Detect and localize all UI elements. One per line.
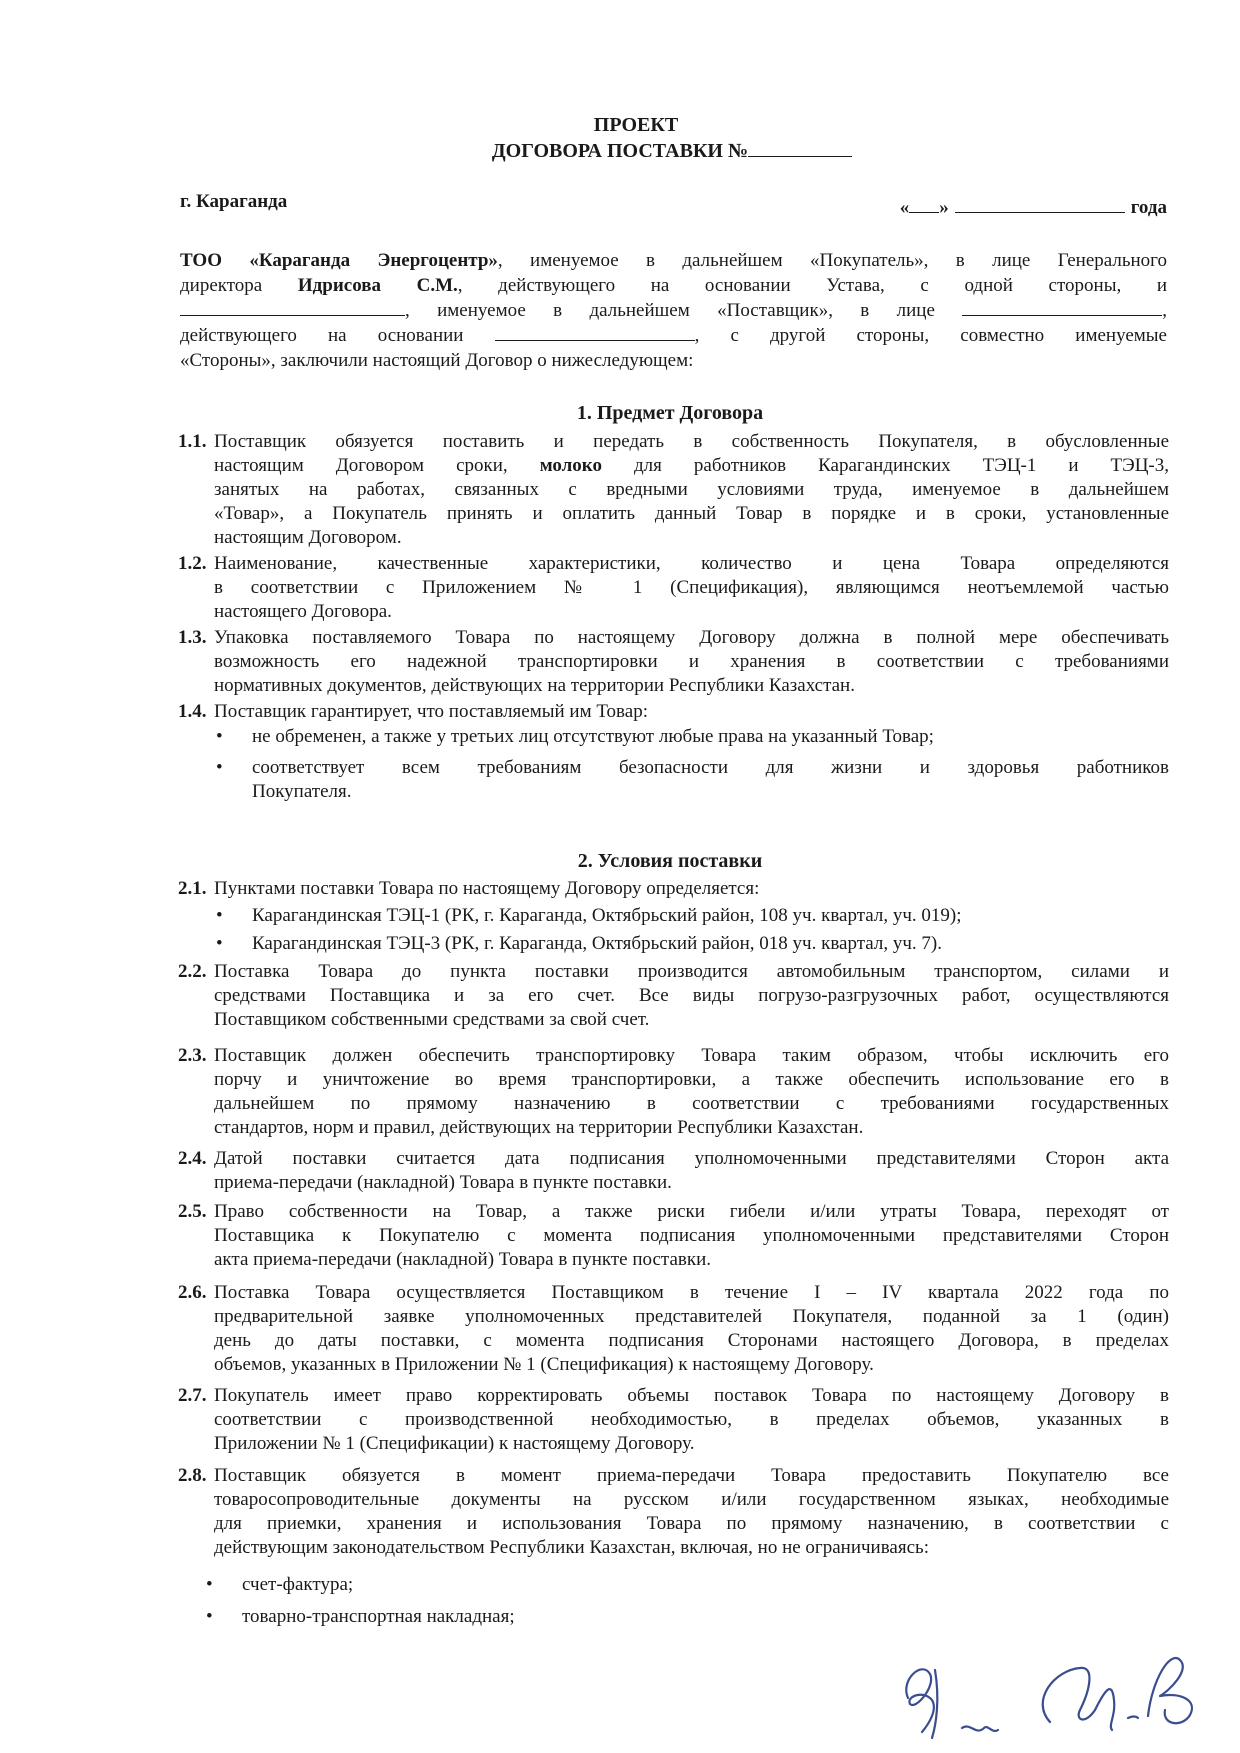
contract-date: « » года	[899, 197, 1167, 218]
clause-2-6: 2.6. Поставка Товара осуществляется Поставщиком в течение I – IV квартала 2022 года по предварительной заявке уполномоченных представителей Покупателя, поданной за 1 (один) день до даты поставки, с момента подписания Сторонами настоящего Договора, в пределах объемов, указанных в Приложении № 1 (Спецификация) к настоящему Договору.	[178, 1282, 1169, 1375]
bullet-icon: •	[216, 726, 223, 747]
clause-1-3: 1.3. Упаковка поставляемого Товара по настоящему Договору должна в полной мере обеспечивать возможность его надежной транспортировки и хранения в соответствии с требованиями нормативных документов, действующих на территории Республики Казахстан.	[178, 627, 1169, 696]
contract-number-blank	[748, 138, 852, 157]
clause-2-5: 2.5. Право собственности на Товар, а также риски гибели и/или утраты Товара, переходят от Поставщика к Покупателю с момента подписания уполномоченными представителями Сторон акта приема-передачи (накладной) Товара в пункте поставки.	[178, 1201, 1169, 1270]
clause-2-3: 2.3. Поставщик должен обеспечить транспортировку Товара таким образом, чтобы исключить его порчу и уничтожение во время транспортировки, а также обеспечить использование его в дальнейшем по прямому назначению в соответствии с требованиями государственных стандартов, норм и правил, действующих на территории Республики Казахстан.	[178, 1045, 1169, 1138]
month-blank	[955, 196, 1125, 213]
document-title: ПРОЕКТ	[593, 114, 679, 136]
bullet-icon: •	[216, 933, 223, 954]
preamble: ТОО «Караганда Энергоцентр», именуемое в дальнейшем «Покупатель», в лице Генерального директора Идрисова С.М., действующего на основании Устава, с одной стороны, и , именуемое в дальнейшем «Поставщик», в лице , действующего на основании , с другой стороны, совместно именуемые «Стороны», заключили настоящий Договор о нижеследующем:	[180, 250, 1168, 371]
handwritten-signature	[880, 1630, 1210, 1745]
day-blank	[909, 196, 939, 213]
bullet-icon: •	[216, 757, 223, 778]
supplier-name-blank	[180, 298, 405, 316]
document-subtitle: ДОГОВОРА ПОСТАВКИ №	[52, 138, 1240, 164]
clause-2-2: 2.2. Поставка Товара до пункта поставки производится автомобильным транспортом, силами и средствами Поставщика и за его счет. Все виды погрузо-разгрузочных работ, осуществляются Поставщиком собственными средствами за свой счет.	[178, 961, 1169, 1030]
supplier-rep-blank	[962, 298, 1162, 316]
city: г. Караганда	[180, 191, 288, 212]
clause-2-4: 2.4. Датой поставки считается дата подписания уполномоченными представителями Сторон акта приема-передачи (накладной) Товара в пункте поставки.	[178, 1148, 1169, 1193]
bullet-icon: •	[216, 905, 223, 926]
clause-1-1: 1.1. Поставщик обязуется поставить и передать в собственность Покупателя, в обусловленные настоящим Договором сроки, молоко для работников Карагандинских ТЭЦ-1 и ТЭЦ-3, занятых на работах, связанных с вредными условиями труда, именуемое в дальнейшем «Товар», а Покупатель принять и оплатить данный Товар в порядке и в сроки, установленные настоящим Договором.	[178, 431, 1169, 548]
clause-2-7: 2.7. Покупатель имеет право корректировать объемы поставок Товара по настоящему Договору в соответствии с производственной необходимостью, в пределах объемов, указанных в Приложении № 1 (Спецификации) к настоящему Договору.	[178, 1385, 1169, 1454]
document-page: ПРОЕКТ ДОГОВОРА ПОСТАВКИ № г. Караганда « » года ТОО «Караганда Энергоцентр», именуемое в дальнейшем «Покупатель», в лице Генерального директора Идрисова С.М., действующего на основании Устава, с одной стороны, и , именуемое в дальнейшем «Поставщик», в лице , действующего на основании , с другой стороны, совместно именуемые «Стороны», заключили настоящий Договор о нижеследующем: 1. Предмет Договора 1.1. Поставщик обязуется поставить и передать в собственность Покупателя, в обусловленные настоящим Договором сроки, молоко для работников Карагандинских ТЭЦ-1 и ТЭЦ-3, занятых на работах, связанных с вредными условиями труда, именуемое в дальнейшем «Товар», а Покупатель принять и оплатить данный Товар в порядке и в сроки, установленные настоящим Договором. 1.2. Наименование, качественные характеристики, количество и цена Товара определяются в соответствии с Приложением № 1 (Спецификация), являющимся неотъемлемой частью настоящего Договора. 1.3. Упаковка поставляемого Товара по настоящему Договору должна в полной мере обеспечивать возможность его надежной транспортировки и хранения в соответствии с требованиями нормативных документов, действующих на территории Республики Казахстан. 1.4. Поставщик гарантирует, что поставляемый им Товар: • не обременен, а также у третьих лиц отсутствуют любые права на указанный Товар; • соответствует всем требованиям безопасности для жизни и здоровья работников Покупателя. 2. Условия поставки 2.1. Пунктами поставки Товара по настоящему Договору определяется: • Карагандинская ТЭЦ-1 (РК, г. Караганда, Октябрьский район, 108 уч. квартал, уч. 019); • Карагандинская ТЭЦ-3 (РК, г. Караганда, Октябрьский район, 018 уч. квартал, уч. 7). 2.2. Поставка Товара до пункта поставки производится автомобильным транспортом, силами и средствами Поставщика и за его счет. Все виды погрузо-разгрузочных работ, осуществляются Поставщиком собственными средствами за свой счет. 2.3. Поставщик должен обеспечить транспортировку Товара таким образом, чтобы исключить его порчу и уничтожение во время транспортировки, а также обеспечить использование его в дальнейшем по прямому назначению в соответствии с требованиями государственных стандартов, норм и правил, действующих на территории Республики Казахстан. 2.4. Датой поставки считается дата подписания уполномоченными представителями Сторон акта приема-передачи (накладной) Товара в пункте поставки. 2.5. Право собственности на Товар, а также риски гибели и/или утраты Товара, переходят от Поставщика к Покупателю с момента подписания уполномоченными представителями Сторон акта приема-передачи (накладной) Товара в пункте поставки. 2.6. Поставка Товара осуществляется Поставщиком в течение I – IV квартала 2022 года по предварительной заявке уполномоченных представителей Покупателя, поданной за 1 (один) день до даты поставки, с момента подписания Сторонами настоящего Договора, в пределах объемов, указанных в Приложении № 1 (Спецификация) к настоящему Договору. 2.7. Покупатель имеет право корректировать объемы поставок Товара по настоящему Договору в соответствии с производственной необходимостью, в пределах объемов, указанных в Приложении № 1 (Спецификации) к настоящему Договору. 2.8. Поставщик обязуется в момент приема-передачи Товара предоставить Покупателю все товаросопроводительные документы на русском и/или государственном языках, необходимые для приемки, хранения и использования Товара по прямому назначению, в соответствии с действующим законодательством Республики Казахстан, включая, но не ограничиваясь: • счет-фактура; • товарно-транспортная накладная;	[0, 0, 1240, 1753]
clause-1-2: 1.2. Наименование, качественные характеристики, количество и цена Товара определяются в соответствии с Приложением № 1 (Спецификация), являющимся неотъемлемой частью настоящего Договора.	[178, 553, 1169, 622]
section-1-title: 1. Предмет Договора	[576, 402, 764, 424]
clause-2-1: 2.1. Пунктами поставки Товара по настоящему Договору определяется:	[178, 878, 760, 899]
clause-2-8: 2.8. Поставщик обязуется в момент приема-передачи Товара предоставить Покупателю все товаросопроводительные документы на русском и/или государственном языках, необходимые для приемки, хранения и использования Товара по прямому назначению, в соответствии с действующим законодательством Республики Казахстан, включая, но не ограничиваясь:	[178, 1465, 1169, 1558]
basis-blank	[495, 323, 695, 341]
bullet-icon: •	[206, 1606, 213, 1627]
bullet-icon: •	[206, 1574, 213, 1595]
section-2-title: 2. Условия поставки	[577, 850, 763, 872]
clause-1-4: 1.4. Поставщик гарантирует, что поставляемый им Товар:	[178, 701, 648, 722]
